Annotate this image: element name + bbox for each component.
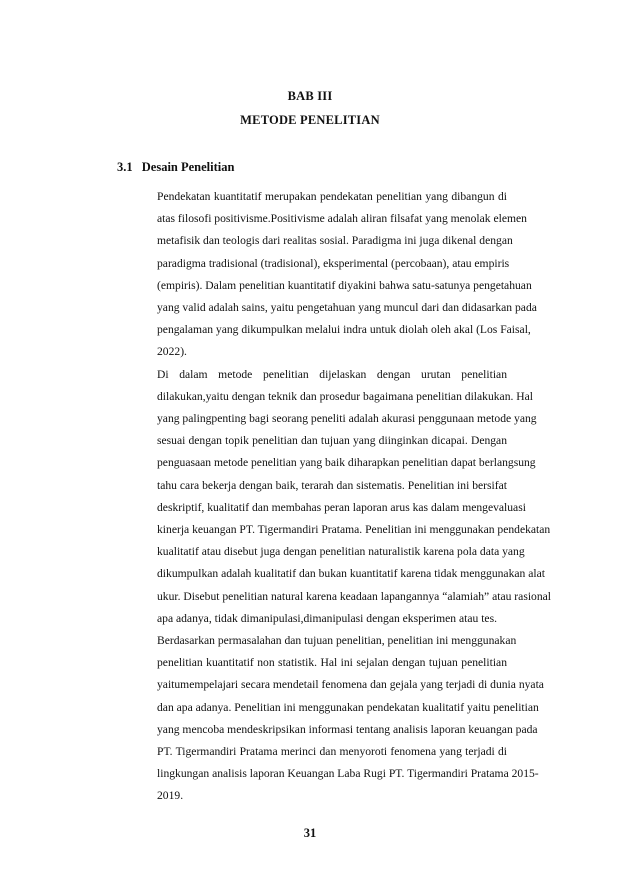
paragraph-3 [117, 630, 544, 808]
text-line: lingkungan analisis laporan Keuangan Laba Rugi PT. Tigermandiri Pratama 2015- [157, 767, 539, 781]
text-line: Berdasarkan permasalahan dan tujuan penelitian, penelitian ini menggunakan [157, 634, 517, 648]
text-line: kinerja keuangan PT. Tigermandiri Pratama. Penelitian ini menggunakan pendekatan [157, 523, 551, 537]
text-line: kualitatif atau disebut juga dengan penelitian naturalistik karena pola data yang [157, 545, 525, 559]
text-line: PT. Tigermandiri Pratama merinci dan menyoroti fenomena yang terjadi di [157, 745, 507, 759]
text-line: yaitumempelajari secara mendetail fenomena dan gejala yang terjadi di dunia nyata [157, 678, 544, 692]
text-line: Di dalam metode penelitian dijelaskan dengan urutan penelitian [157, 367, 507, 381]
text-line: pengalaman yang dikumpulkan melalui indra untuk diolah oleh akal (Los Faisal, [157, 323, 531, 337]
text-line: penguasaan metode penelitian yang baik diharapkan penelitian dapat berlangsung [157, 456, 536, 470]
chapter-number: BAB III [287, 89, 333, 103]
text-line: deskriptif, kualitatif dan membahas peran laporan arus kas dalam mengevaluasi [157, 500, 526, 514]
text-line: paradigma tradisional (tradisional), eksperimental (percobaan), atau empiris [157, 256, 510, 270]
text-line: 2022). [157, 345, 187, 359]
text-line: sesuai dengan topik penelitian dan tujuan yang diinginkan dicapai. Dengan [157, 434, 507, 448]
text-line: yang valid adalah sains, yaitu pengetahuan yang muncul dari dan didasarkan pada [157, 301, 537, 315]
text-line: dikumpulkan adalah kualitatif dan bukan kuantitatif karena tidak menggunakan alat [157, 567, 545, 581]
section-number: 3.1 [117, 160, 133, 174]
text-line: yang palingpenting bagi seorang peneliti adalah akurasi penggunaan metode yang [157, 412, 537, 426]
text-line: 2019. [157, 789, 184, 803]
chapter-title: METODE PENELITIAN [240, 113, 380, 127]
text-line: atas filosofi positivisme.Positivisme adalah aliran filsafat yang menolak elemen [157, 212, 527, 226]
paragraph-1 [117, 186, 537, 364]
text-line: (empiris). Dalam penelitian kuantitatif diyakini bahwa satu-satunya pengetahuan [157, 278, 532, 292]
text-line: metafisik dan teologis dari realitas sosial. Paradigma ini juga dikenal dengan [157, 234, 513, 248]
body-text [117, 186, 552, 808]
page-number: 31 [303, 826, 317, 840]
text-line: tahu cara bekerja dengan baik, terarah dan sistematis. Penelitian ini bersifat [157, 478, 507, 492]
paragraph-2 [117, 364, 552, 630]
text-line: yang mencoba mendeskripsikan informasi tentang analisis laporan keuangan pada [157, 722, 538, 736]
text-line: dilakukan,yaitu dengan teknik dan prosedur bagaimana penelitian dilakukan. Hal [157, 389, 534, 403]
text-line: penelitian kuantitatif non statistik. Hal ini sejalan dengan tujuan penelitian [157, 656, 507, 670]
text-line: dan apa adanya. Penelitian ini menggunakan pendekatan kualitatif yaitu penelitian [157, 700, 539, 714]
text-line: apa adanya, tidak dimanipulasi,dimanipulasi dengan eksperimen atau tes. [157, 611, 497, 625]
text-line: Pendekatan kuantitatif merupakan pendekatan penelitian yang dibangun di [157, 190, 507, 203]
text-line: ukur. Disebut penelitian natural karena keadaan lapangannya “alamiah” atau rasional [157, 589, 552, 603]
section-heading [117, 160, 234, 175]
section-title: Desain Penelitian [141, 160, 235, 174]
